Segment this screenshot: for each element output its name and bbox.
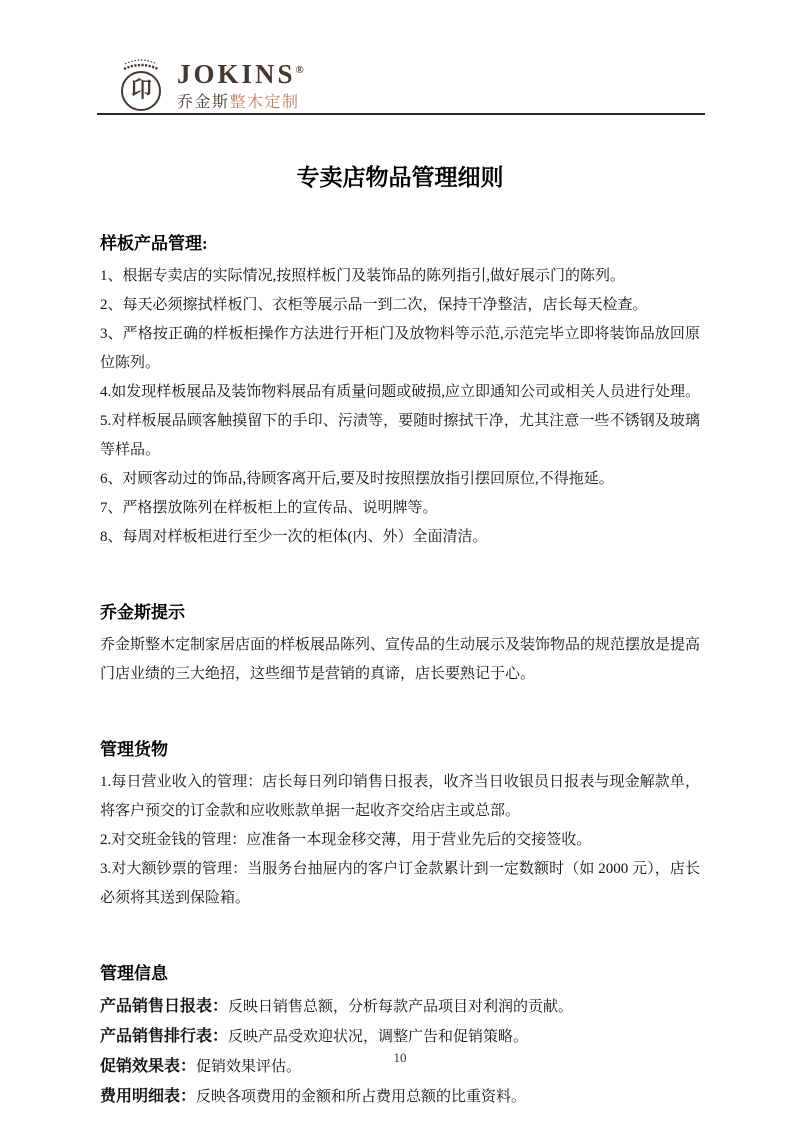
list-item: 2.对交班金钱的管理：应准备一本现金移交薄，用于营业先后的交接签收。: [100, 832, 592, 848]
logo-arc-decoration-icon: [119, 58, 163, 71]
page-number: 10: [393, 1050, 407, 1065]
list-item: 3、严格按正确的样板柜操作方法进行开柜门及放物料等示范,示范完毕立即将装饰品放回原位陈列。: [100, 326, 700, 371]
report-label: 促销效果表：: [100, 1058, 197, 1075]
list-item: 3.对大额钞票的管理：当服务台抽屉内的客户订金款累计到一定数额时（如 2000 元），店长必须将其送到保险箱。: [100, 861, 700, 906]
section-heading: 管理货物: [100, 740, 168, 759]
list-item: 1、根据专卖店的实际情况,按照样板门及装饰品的陈列指引,做好展示门的陈列。: [100, 268, 626, 284]
section-manage-goods: [100, 735, 700, 913]
logo-monogram-icon: [121, 71, 161, 111]
report-label: 产品销售日报表：: [100, 998, 229, 1015]
section-sample-product-management: [100, 229, 700, 552]
list-item: [100, 1082, 700, 1112]
section-heading: 样板产品管理:: [100, 234, 208, 253]
list-item: 6、对顾客动过的饰品,待顾客离开后,要及时按照摆放指引摆回原位,不得拖延。: [100, 471, 614, 487]
brand-tagline-accent: 整木定制: [229, 94, 300, 111]
document-title: 专卖店物品管理细则: [296, 165, 504, 190]
header-divider: [97, 113, 705, 115]
brand-text: [177, 58, 304, 112]
logo-monogram-glyph: 卬: [129, 77, 152, 102]
brand-name-cn: 乔金斯: [177, 94, 230, 111]
letterhead: [118, 58, 304, 112]
list-item: 8、每周对样板柜进行至少一次的柜体(内、外）全面清洁。: [100, 529, 488, 545]
list-item: [100, 992, 700, 1022]
section-manage-information: [100, 959, 700, 1112]
section-jokins-tip: [100, 598, 700, 689]
section-heading: 乔金斯提示: [100, 603, 185, 622]
brand-name: [177, 61, 304, 87]
registered-trademark-mark: ®: [295, 64, 304, 76]
paragraph: 乔金斯整木定制家居店面的样板展品陈列、宣传品的生动展示及装饰物品的规范摆放是提高门店业绩的三大绝招，这些细节是营销的真谛，店长要熟记于心。: [100, 637, 701, 682]
report-desc: 反映日销售总额，分析每款产品项目对利润的贡献。: [228, 999, 574, 1015]
brand-tagline: [177, 89, 304, 112]
list-item: 2、每天必须擦拭样板门、衣柜等展示品一到二次，保持干净整洁，店长每天检查。: [100, 297, 648, 313]
report-desc: 反映各项费用的金额和所占费用总额的比重资料。: [196, 1089, 527, 1105]
logo-emblem: [118, 58, 164, 111]
report-label: 产品销售排行表：: [100, 1028, 229, 1045]
document-content: [0, 163, 800, 1112]
list-item: [100, 1022, 700, 1052]
brand-wordmark: JOKINS: [177, 59, 296, 89]
list-item: 4.如发现样板展品及装饰物料展品有质量问题或破损,应立即通知公司或相关人员进行处理。: [100, 384, 701, 400]
report-desc: 反映产品受欢迎状况，调整广告和促销策略。: [228, 1029, 529, 1045]
list-item: 7、严格摆放陈列在样板柜上的宣传品、说明牌等。: [100, 500, 438, 516]
list-item: 1.每日营业收入的管理：店长每日列印销售日报表，收齐当日收银员日报表与现金解款单，将客户预交的订金款和应收账款单据一起收齐交给店主或总部。: [100, 774, 700, 819]
section-heading: 管理信息: [100, 964, 168, 983]
report-desc: 促销效果评估。: [196, 1059, 302, 1075]
report-label: 费用明细表：: [100, 1088, 197, 1105]
list-item: 5.对样板展品顾客触摸留下的手印、污渍等，要随时擦拭干净，尤其注意一些不锈钢及玻璃等样品。: [100, 413, 700, 458]
